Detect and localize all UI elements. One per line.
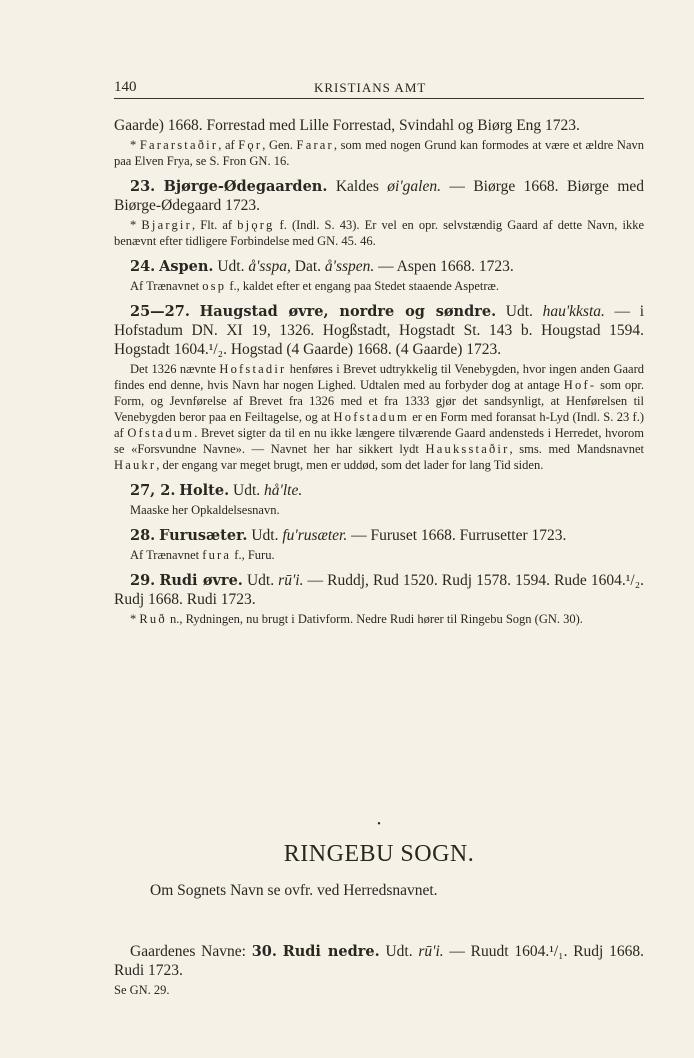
farm-name: Holte. [179,482,230,499]
header-rule [114,98,644,99]
pronunciation: fu'rusæter. [282,527,348,544]
farm-name: Bjørge-Ødegaarden. [163,178,328,195]
pronunciation: å'sspen. [324,258,375,275]
pronunciation: rū'i. [418,943,444,960]
farm-name: Haugstad øvre, nordre og søndre. [199,303,497,320]
entry-28 [114,526,644,563]
entry-text: Gaarde) 1668. Forrestad med Lille Forrestad, Svindahl og Biørg Eng 1723. [114,117,580,134]
pronunciation: øi'galen. [387,178,441,195]
entry-text: 28. Furusæter. Udt. fu'rusæter. — Furuset 1668. Furrusetter 1723. [130,527,567,544]
page-body [114,116,644,627]
entry-27-2 [114,481,644,518]
ornament-dot: • [377,819,381,830]
pronunciation: hau'kksta. [542,303,605,320]
entry-continued [114,116,644,169]
farm-name: Rudi nedre. [282,943,380,960]
farm-name: Furusæter. [159,527,248,544]
entry-24 [114,257,644,294]
ringebu-section [114,820,644,998]
entry-note: Se GN. 29. [114,983,170,997]
entry-25-27 [114,302,644,473]
entry-note: Af Trænavnet osp f., kaldet efter et engang paa Stedet staaende Aspetræ. [130,279,500,293]
running-title: KRISTIANS AMT [314,80,427,95]
pronunciation: rū'i. [278,572,304,589]
entry-note: * Bjargir, Flt. af bjǫrg f. (Indl. S. 43). Er vel en opr. selvstændig Gaard af dette Navn, ikke benævnt efter tidligere Forbindelse med GN. 45. 46. [114,218,645,248]
entry-note: Maaske her Opkaldelsesnavn. [130,503,280,517]
pronunciation: hå'lte. [264,482,303,499]
farm-name: Rudi øvre. [159,572,243,589]
section-subtitle: Om Sognets Navn se ovfr. ved Herredsnavnet. [150,882,438,899]
page-number: 140 [114,79,137,95]
page-header [114,79,644,97]
entry-text: 23. Bjørge-Ødegaarden. Kaldes øi'galen. — Biørge 1668. Biørge med Biørge-Ødegaard 1723. [114,178,645,214]
entry-text: 29. Rudi øvre. Udt. rū'i. — Ruddj, Rud 1520. Rudj 1578. 1594. Rude 1604.¹/₂. Rudj 1668. Rudi 1723. [114,572,644,608]
entry-note: * Ruð n., Rydningen, nu brugt i Dativform. Nedre Rudi hører til Ringebu Sogn (GN. 30). [130,612,583,626]
entry-29 [114,571,644,627]
entry-text: 27, 2. Holte. Udt. hå'lte. [130,482,303,499]
entry-note: Af Trænavnet fura f., Furu. [130,548,275,562]
pronunciation: å'sspa, [248,258,291,275]
section-title: RINGEBU SOGN. [283,841,475,867]
entry-note: * Fararstaðir, af Fǫr, Gen. Farar, som med nogen Grund kan formodes at være et ældre Navn paa Elven Frya, se S. Fron GN. 16. [114,138,645,168]
entry-23 [114,177,644,249]
entry-text: 25—27. Haugstad øvre, nordre og søndre. Udt. hau'kksta. — i Hofstadum DN. XI 19, 1326. Hogßstadt, Hogstadt St. 143 b. Hougstad 1594. Hogstadt 1604.¹/₂. Hogstad (4 Gaarde) 1668. (4 Gaarde) 1723. [114,303,645,358]
entry-text: Gaardenes Navne: 30. Rudi nedre. Udt. rū'i. — Ruudt 1604.¹/₁. Rudj 1668. Rudi 1723. [114,943,644,979]
entry-note: Det 1326 nævnte Hofstadir henføres i Brevet udtrykkelig til Venebygden, hvor ingen anden Gaard findes end denne, hvis Navn har nogen Lighed. Udtalen med au forbyder dog at antage Hof- som opr. Form, og Jevnførelse af Brevet fra 1326 med et fra 1333 gjør det sandsynligt, at Henførelsen til Venebygden beror paa en Feiltagelse, og at Hofstadum er en Form med foransat h-Lyd (Indl. S. 23 f.) af Ofstadum. Brevet sigter da til en nu ikke længere tilværende Gaard andensteds i Herredet, hvorom se «Forsvundne Navne». — Navnet her har sikkert lydt Hauksstaðir, sms. med Mandsnavnet Haukr, der engang var meget brugt, men er uddød, som det lader for lang Tid siden. [114,362,644,472]
entry-text: 24. Aspen. Udt. å'sspa, Dat. å'sspen. — Aspen 1668. 1723. [130,258,514,275]
farm-name: Aspen. [159,258,214,275]
entry-30 [114,942,644,998]
